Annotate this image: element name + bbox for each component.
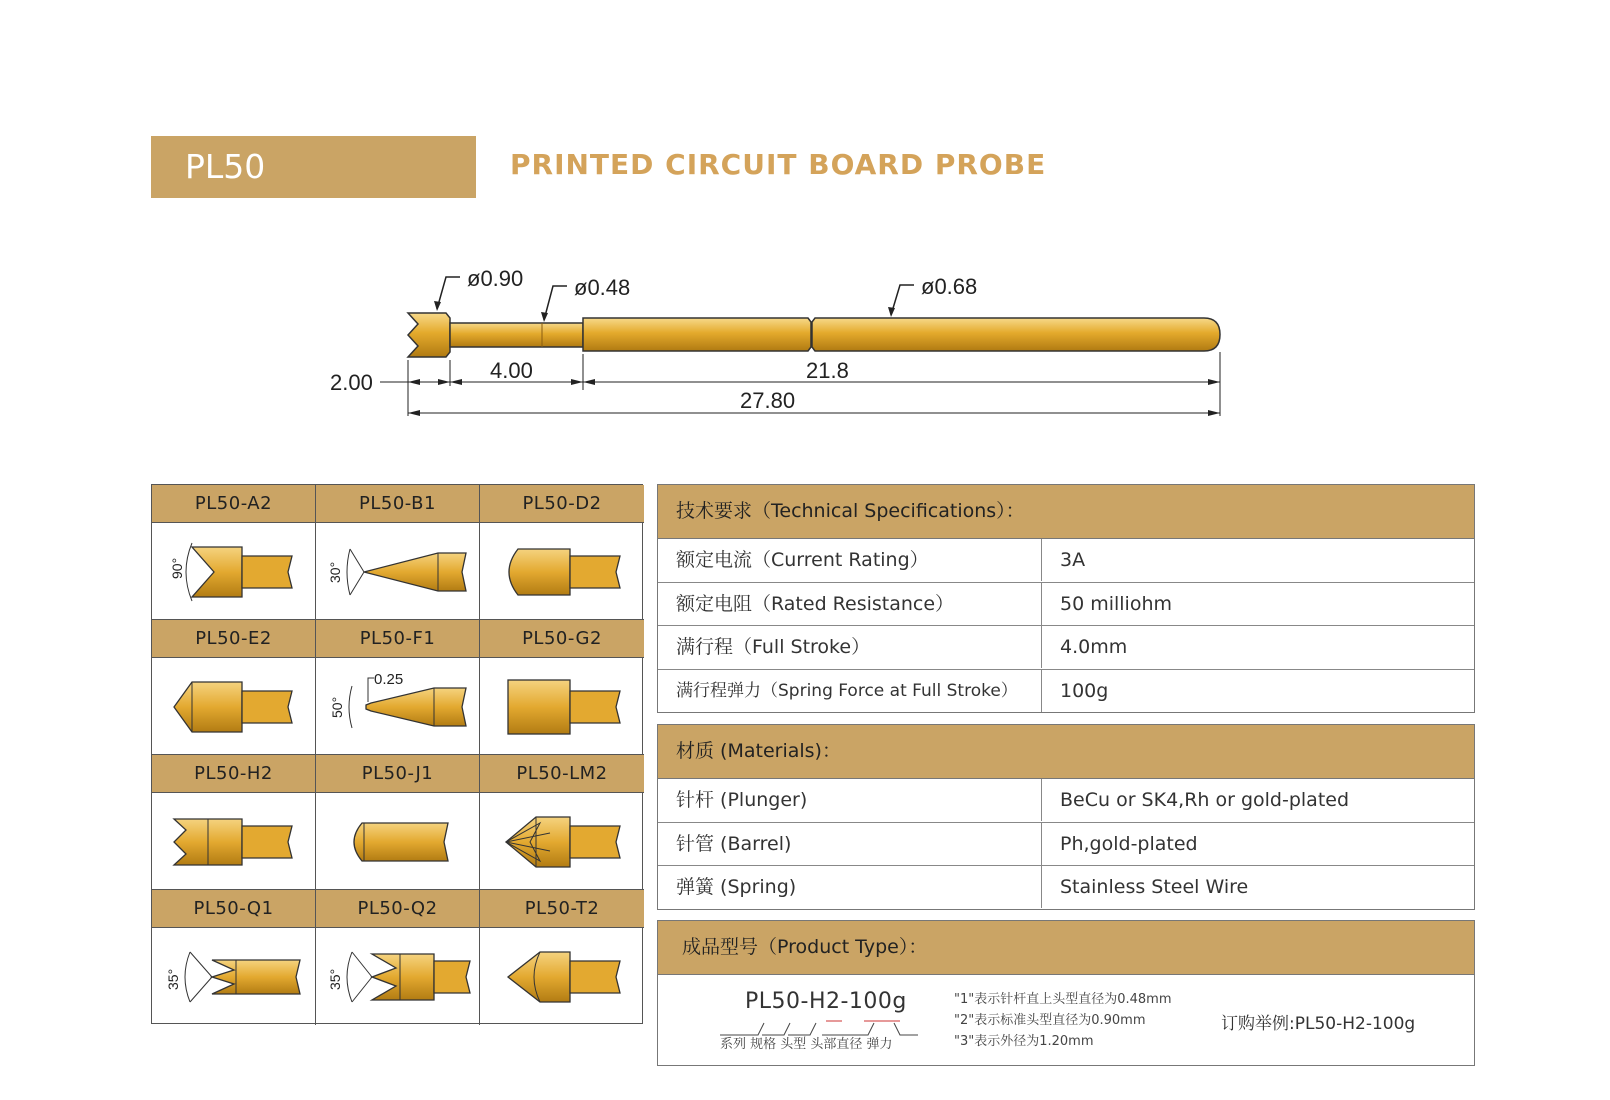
spec-value: 4.0mm (1041, 626, 1460, 668)
dim-total-length: 27.80 (740, 388, 796, 413)
tip-name: PL50-D2 (480, 485, 644, 523)
spec-value: 50 milliohm (1041, 583, 1460, 625)
note-line: "2"表示标准头型直径为0.90mm (954, 1013, 1146, 1028)
tip-cell (316, 755, 480, 890)
spec-row (658, 539, 1474, 583)
spec-value: 100g (1041, 670, 1460, 712)
material-value: Stainless Steel Wire (1041, 866, 1460, 908)
dim-plunger-diameter: ø0.48 (574, 275, 631, 300)
material-label: 弹簧 (Spring) (676, 876, 797, 898)
materials-panel (657, 724, 1475, 910)
tip-style-grid (151, 484, 643, 1024)
tip-angle: 90° (169, 557, 185, 579)
tip-a2-drawing (152, 523, 314, 620)
tip-angle: 35° (327, 968, 343, 990)
spec-value: 3A (1041, 539, 1460, 581)
tip-cell (316, 890, 480, 1025)
material-row (658, 779, 1474, 823)
product-type-header: 成品型号（Product Type）： (658, 921, 1474, 975)
product-type-body (658, 975, 1474, 1065)
spec-row (658, 626, 1474, 670)
tip-d2-drawing (480, 523, 642, 620)
dim-barrel-length: 21.8 (806, 358, 849, 383)
tip-name: PL50-Q1 (152, 890, 315, 928)
page-title: PRINTED CIRCUIT BOARD PROBE (510, 148, 1047, 181)
tip-j1-drawing (316, 793, 478, 890)
material-label: 针杆 (Plunger) (676, 789, 808, 811)
material-label: 针管 (Barrel) (676, 832, 792, 855)
tip-cell (480, 890, 644, 1025)
spec-header: 技术要求（Technical Specifications）： (658, 485, 1474, 539)
tip-name: PL50-G2 (480, 620, 644, 658)
probe-plunger (450, 323, 583, 347)
tip-name: PL50-B1 (316, 485, 479, 523)
spec-row (658, 670, 1474, 713)
tip-name: PL50-LM2 (480, 755, 644, 793)
probe-drawing (0, 0, 1610, 440)
tip-h2-drawing (152, 793, 314, 890)
product-notes (954, 989, 1172, 1052)
spec-label: 额定电流（Current Rating） (676, 549, 929, 571)
probe-head (408, 313, 450, 357)
material-value: Ph,gold-plated (1041, 823, 1460, 865)
tip-name: PL50-F1 (316, 620, 479, 658)
model-tag: PL50 (151, 136, 476, 198)
note-line: "3"表示外径为1.20mm (954, 1034, 1094, 1049)
probe-barrel (583, 318, 811, 351)
tip-note: 0.25 (374, 671, 404, 688)
tip-name: PL50-J1 (316, 755, 479, 793)
tip-b1-drawing (316, 523, 478, 620)
tip-name: PL50-H2 (152, 755, 315, 793)
dim-head-length: 2.00 (330, 370, 373, 395)
tip-cell (480, 620, 644, 755)
order-example: 订购举例:PL50-H2-100g (1221, 1014, 1416, 1034)
tip-name: PL50-T2 (480, 890, 644, 928)
tip-lm2-drawing (480, 793, 642, 890)
tip-q2-drawing (316, 928, 478, 1025)
product-code: PL50-H2-100g (745, 989, 907, 1014)
spec-row (658, 583, 1474, 627)
tip-angle: 35° (165, 968, 181, 990)
tip-angle: 30° (327, 561, 343, 583)
product-type-panel (657, 920, 1475, 1066)
note-line: "1"表示针杆直上头型直径为0.48mm (954, 992, 1172, 1007)
tip-t2-drawing (480, 928, 642, 1025)
spec-label: 满行程弹力（Spring Force at Full Stroke） (676, 680, 1018, 701)
tip-e2-drawing (152, 658, 314, 755)
tip-name: PL50-Q2 (316, 890, 479, 928)
material-value: BeCu or SK4,Rh or gold-plated (1041, 779, 1460, 821)
code-legend: 系列 规格 头型 头部直径 弹力 (720, 1037, 893, 1052)
spec-label: 满行程（Full Stroke） (676, 636, 871, 658)
tip-cell (316, 620, 480, 755)
tip-cell (316, 485, 480, 620)
dim-head-diameter: ø0.90 (467, 266, 524, 291)
material-row (658, 866, 1474, 909)
materials-header: 材质 (Materials)： (658, 725, 1474, 779)
tip-cell (152, 755, 316, 890)
tip-cell (480, 755, 644, 890)
tip-cell (152, 620, 316, 755)
tip-f1-drawing (316, 658, 478, 755)
tip-q1-drawing (152, 928, 314, 1025)
tip-cell (152, 485, 316, 620)
tip-cell (152, 890, 316, 1025)
tip-g2-drawing (480, 658, 642, 755)
tip-cell (480, 485, 644, 620)
spec-panel (657, 484, 1475, 713)
tip-name: PL50-A2 (152, 485, 315, 523)
spec-label: 额定电阻（Rated Resistance） (676, 592, 955, 615)
dim-barrel-diameter: ø0.68 (921, 274, 978, 299)
tip-angle: 50° (329, 696, 345, 718)
material-row (658, 823, 1474, 867)
tip-name: PL50-E2 (152, 620, 315, 658)
dim-plunger-length: 4.00 (490, 358, 533, 383)
